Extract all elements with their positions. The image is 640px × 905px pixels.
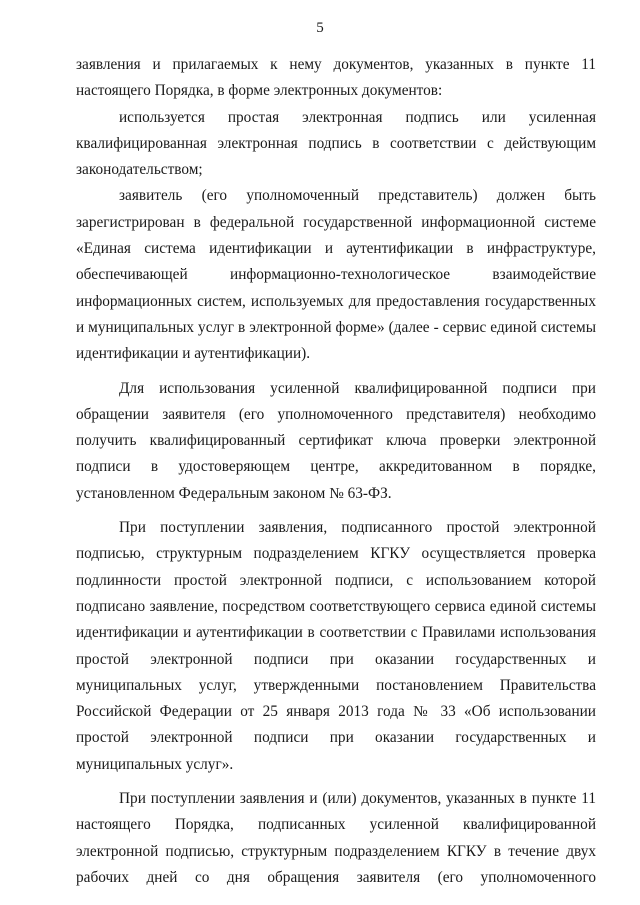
paragraph-qualified-signature-check: При поступлении заявления и (или) документов, указанных в пункте 11 настоящего Порядка, подписанных усиленной квалифицированной электронной подписью, структурным подразделением КГКУ в течение двух рабочих дней со дня обращения заявителя (его уполномоченного [76,790,596,886]
paragraph-qualified-signature: Для использования усиленной квалифицированной подписи при обращении заявителя (его уполномоченного представителя) необходимо получить квалифицированный сертификат ключа проверки электронной подписи в удостоверяющем центре, аккредитованном в порядке, установленном Федеральным законом № 63-ФЗ. [76,379,596,502]
document-body [76,52,596,891]
paragraph-registration: заявитель (его уполномоченный представитель) должен быть зарегистрирован в федеральной государственной информационной системе «Единая система идентификации и аутентификации в инфраструктуре, обеспечивающей информационно-технологическое взаимодействие информационных систем, используемых для предоставления государственных и муниципальных услуг в электронной форме» (далее - сервис единой системы идентификации и аутентификации). [76,187,596,363]
page-number: 5 [316,20,324,36]
paragraph-simple-signature-check: При поступлении заявления, подписанного простой электронной подписью, структурным подразделением КГКУ осуществляется проверка подлинности простой электронной подписи, с использованием которой подписано заявление, посредством соответствующего сервиса единой системы идентификации и аутентификации в соответствии с Правилами использования простой электронной подписи при оказании государственных и муниципальных услуг, утвержденными постановлением Правительства Российской Федерации от 25 января 2013 года № 33 «Об использовании простой электронной подписи при оказании государственных и муниципальных услуг». [76,519,596,773]
paragraph-signature-type: используется простая электронная подпись или усиленная квалифицированная электронная подпись в соответствии с действующим законодательством; [76,108,596,179]
paragraph-continuation: заявления и прилагаемых к нему документов, указанных в пункте 11 настоящего Порядка, в форме электронных документов: [76,56,596,100]
